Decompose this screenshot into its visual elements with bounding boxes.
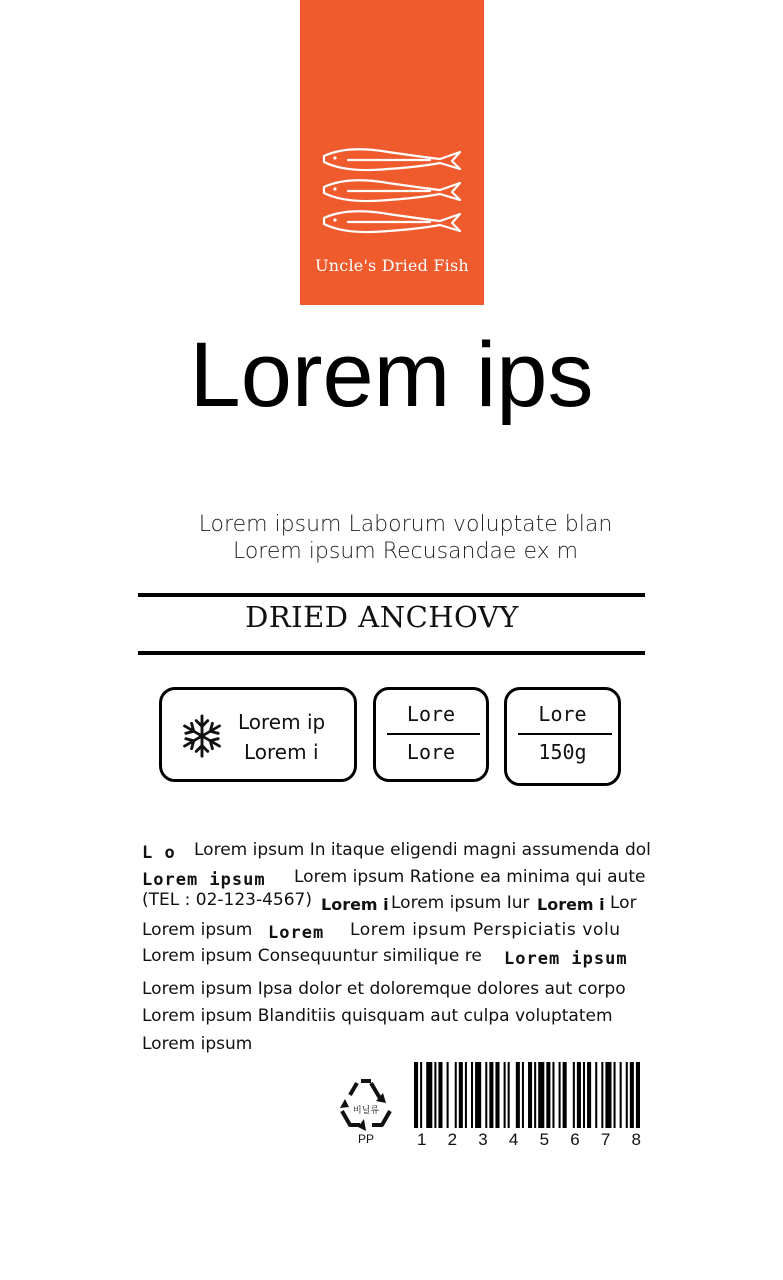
barcode-digit: 7 [600,1130,611,1149]
info-paragraph-line-1: Lorem ipsum Ipsa dolor et doloremque dolores aut corpo [142,979,626,999]
barcode-digit: 2 [447,1130,458,1149]
info-text-3: Lorem ipsum Iur [391,893,530,913]
subtitle-line-1: Lorem ipsum Laborum voluptate blan [198,512,613,537]
info-paragraph-line-3: Lorem ipsum [142,1034,253,1054]
info-label-3: Lorem i [321,895,389,914]
weight-badge [504,687,621,786]
barcode-digit: 3 [478,1130,488,1149]
recycle-material: PP [357,1132,375,1146]
info-label-6: Lorem ipsum [504,949,628,969]
recycle-icon [336,1075,396,1147]
storage-text-1: Lorem ip [238,710,326,734]
storage-badge [159,687,357,782]
info-text-7: Lorem ipsum Consequuntur similique re [142,946,482,966]
divider-top [138,593,645,597]
weight-badge-divider [518,733,612,735]
info-text-2: Lorem ipsum Ratione ea minima qui aute [294,867,646,887]
info-label-2: Lorem ipsum [142,870,266,890]
info-paragraph-line-2: Lorem ipsum Blanditiis quisquam aut culpa voluptatem [142,1006,613,1026]
badge-2-bottom: Lore [406,740,456,764]
weight-badge-top: Lore [538,702,587,726]
info-text-6: Lorem ipsum Perspiciatis volu [350,920,621,940]
recycle-category: 비닐류 [352,1106,380,1116]
info-label-4: Lorem i [537,895,605,914]
info-text-1: Lorem ipsum In itaque eligendi magni assumenda dol [194,840,651,860]
info-label-1: L o [142,843,176,863]
barcode-digit: 8 [631,1130,641,1149]
page-title: Lorem ips [189,324,594,426]
product-name: DRIED ANCHOVY [245,600,519,634]
weight-value: 150g [538,740,587,764]
info-text-5: Lorem ipsum [142,920,253,940]
barcode-digit: 1 [417,1130,427,1149]
barcode-digit: 6 [570,1130,580,1149]
phone-number: (TEL : 02-123-4567) [142,890,313,910]
barcode-digit: 4 [508,1130,519,1149]
info-text-4: Lor [610,893,637,913]
barcode-icon [414,1062,640,1128]
divider-bottom [138,651,645,655]
barcode-digit: 5 [539,1130,550,1149]
brand-panel [300,0,484,305]
three-anchovies-icon [318,145,466,245]
info-badge-2 [373,687,489,782]
badge-2-divider [387,733,480,735]
snowflake-icon [179,713,225,759]
storage-text-2: Lorem i [244,740,319,764]
info-label-5: Lorem [268,923,325,943]
subtitle-line-2: Lorem ipsum Recusandae ex m [232,539,579,564]
barcode-digits [417,1130,641,1150]
badge-2-top: Lore [406,702,456,726]
brand-name: Uncle's Dried Fish [315,256,469,275]
